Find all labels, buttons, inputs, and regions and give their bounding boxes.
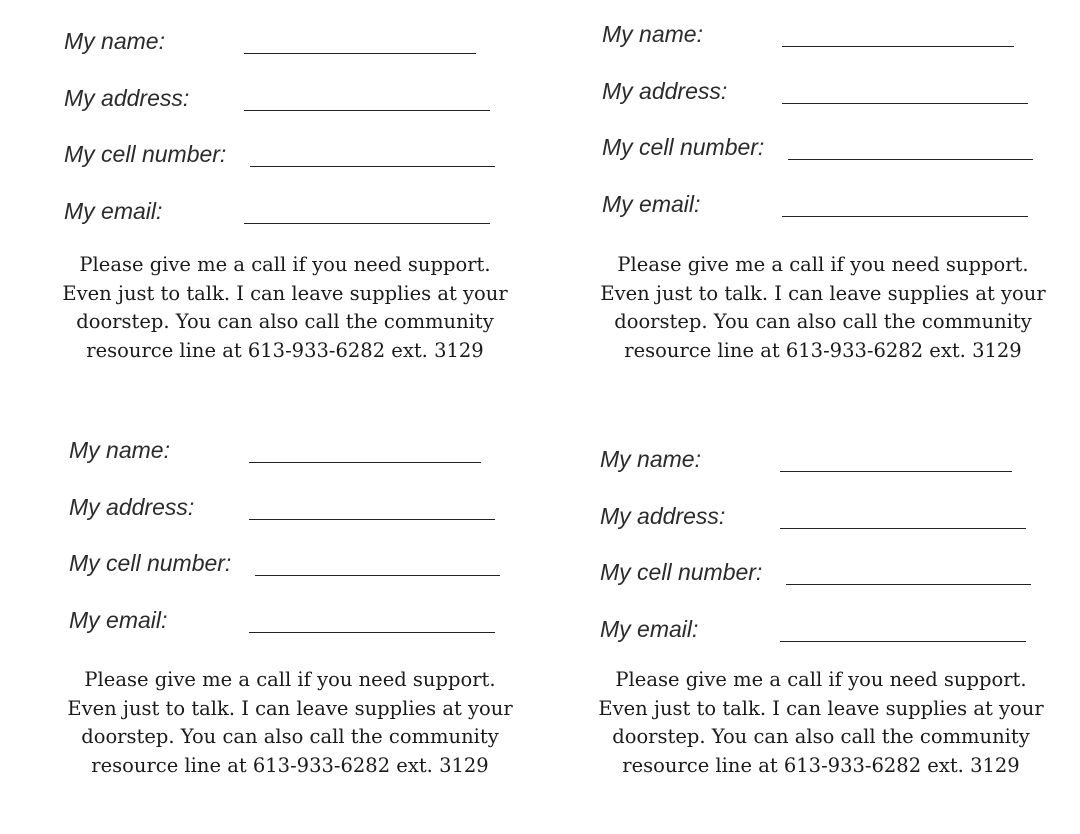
cell-number-label: My cell number:: [64, 141, 227, 167]
address-field[interactable]: [40, 83, 510, 113]
support-message: [578, 251, 1068, 365]
message-line: Even just to talk. I can leave supplies at your: [600, 281, 1046, 305]
email-field[interactable]: [45, 605, 515, 635]
email-blank-line[interactable]: [780, 641, 1026, 642]
cell-number-blank-line[interactable]: [250, 166, 495, 167]
address-label: My address:: [69, 494, 195, 520]
email-blank-line[interactable]: [249, 632, 495, 633]
message-line: Please give me a call if you need support.: [79, 253, 491, 276]
message-line: doorstep. You can also call the community: [76, 310, 494, 334]
address-blank-line[interactable]: [780, 528, 1026, 529]
name-field[interactable]: [45, 435, 515, 465]
message-line: doorstep. You can also call the community: [612, 725, 1030, 749]
cell-number-field[interactable]: [45, 548, 515, 578]
message-line: resource line at 613-933-6282 ext. 3129: [624, 338, 1022, 362]
message-line: Even just to talk. I can leave supplies at your: [67, 696, 513, 720]
address-blank-line[interactable]: [244, 110, 490, 111]
address-label: My address:: [64, 85, 190, 111]
message-line: Please give me a call if you need support.: [615, 668, 1027, 691]
name-field[interactable]: [576, 444, 1046, 474]
contact-card: [45, 427, 545, 807]
message-line: resource line at 613-933-6282 ext. 3129: [86, 338, 484, 362]
message-line: Even just to talk. I can leave supplies at your: [62, 281, 508, 305]
cell-number-field[interactable]: [40, 139, 510, 169]
name-label: My name:: [64, 28, 165, 54]
address-label: My address:: [602, 78, 728, 104]
address-label: My address:: [600, 503, 726, 529]
cell-number-blank-line[interactable]: [788, 159, 1033, 160]
message-line: doorstep. You can also call the community: [81, 725, 499, 749]
name-blank-line[interactable]: [244, 53, 476, 54]
address-blank-line[interactable]: [249, 519, 495, 520]
address-field[interactable]: [578, 76, 1048, 106]
email-label: My email:: [600, 616, 699, 642]
message-line: resource line at 613-933-6282 ext. 3129: [622, 753, 1020, 777]
contact-card: [40, 18, 540, 398]
support-message: [576, 666, 1066, 780]
email-field[interactable]: [40, 196, 510, 226]
address-field[interactable]: [45, 492, 515, 522]
contact-card: [576, 436, 1076, 816]
message-line: resource line at 613-933-6282 ext. 3129: [91, 753, 489, 777]
address-blank-line[interactable]: [782, 103, 1028, 104]
support-message: [40, 251, 530, 365]
message-line: Please give me a call if you need support.: [617, 253, 1029, 276]
name-field[interactable]: [40, 26, 510, 56]
cell-number-blank-line[interactable]: [255, 575, 500, 576]
email-blank-line[interactable]: [782, 216, 1028, 217]
message-line: Even just to talk. I can leave supplies at your: [598, 696, 1044, 720]
cell-number-blank-line[interactable]: [786, 584, 1031, 585]
email-blank-line[interactable]: [244, 223, 490, 224]
name-field[interactable]: [578, 19, 1048, 49]
cell-number-label: My cell number:: [69, 550, 232, 576]
name-blank-line[interactable]: [780, 471, 1012, 472]
message-line: Please give me a call if you need support.: [84, 668, 496, 691]
email-label: My email:: [602, 191, 701, 217]
name-label: My name:: [600, 446, 701, 472]
cell-number-field[interactable]: [578, 132, 1048, 162]
email-field[interactable]: [578, 189, 1048, 219]
support-message: [45, 666, 535, 780]
address-field[interactable]: [576, 501, 1046, 531]
cell-number-label: My cell number:: [600, 559, 763, 585]
name-label: My name:: [602, 21, 703, 47]
email-label: My email:: [69, 607, 168, 633]
name-blank-line[interactable]: [249, 462, 481, 463]
cell-number-label: My cell number:: [602, 134, 765, 160]
message-line: doorstep. You can also call the community: [614, 310, 1032, 334]
cell-number-field[interactable]: [576, 557, 1046, 587]
email-field[interactable]: [576, 614, 1046, 644]
contact-card: [578, 11, 1078, 391]
name-label: My name:: [69, 437, 170, 463]
email-label: My email:: [64, 198, 163, 224]
name-blank-line[interactable]: [782, 46, 1014, 47]
